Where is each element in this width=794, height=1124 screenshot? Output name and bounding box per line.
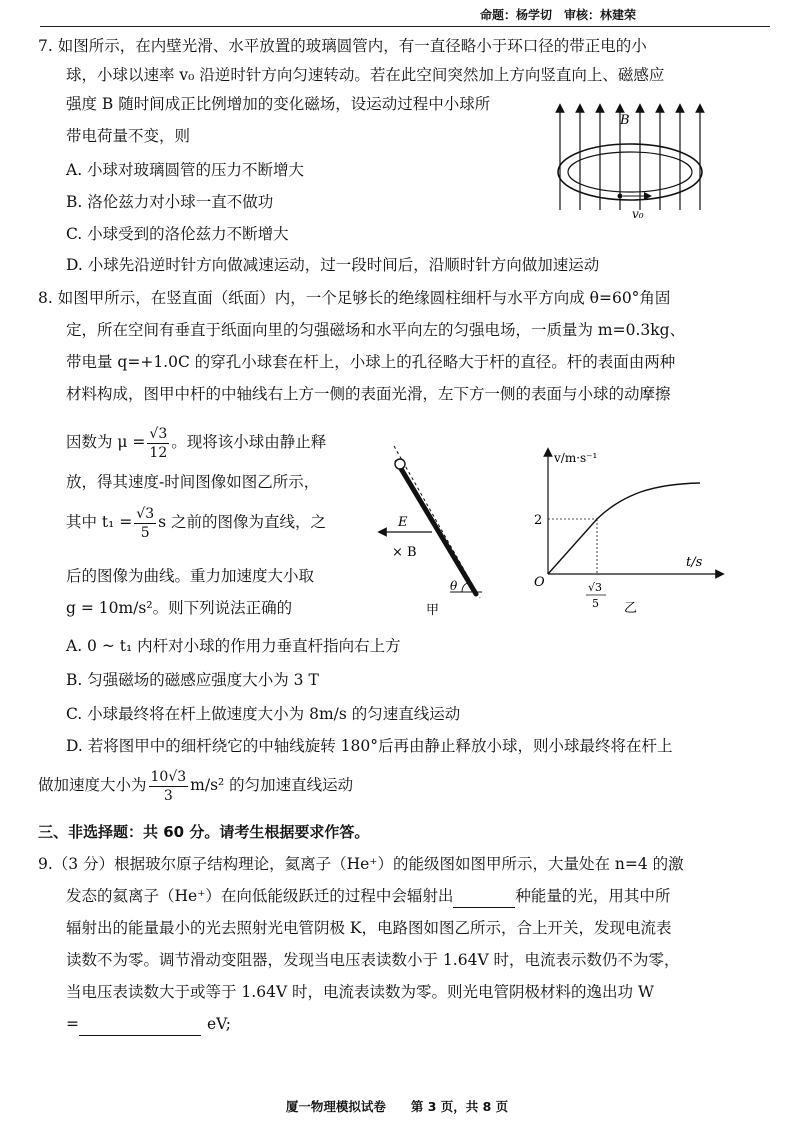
q7-line-4: 带电荷量不变，则 xyxy=(66,127,191,145)
q8-vt-graph xyxy=(528,446,728,618)
q7-line-2: 球，小球以速率 v₀ 沿逆时针方向匀速转动。若在此空间突然加上方向竖直向上、磁感应 xyxy=(66,66,665,84)
q7-fig-b-label: B xyxy=(620,113,630,128)
q7-option-a: A. 小球对玻璃圆管的压力不断增大 xyxy=(66,161,305,179)
t-axis-label: t/s xyxy=(686,555,703,570)
t1-suffix: s 之前的图像为直线，之 xyxy=(158,513,327,531)
origin-label: O xyxy=(534,575,545,590)
q9-line-6 xyxy=(66,1012,231,1036)
fig-b-caption: 乙 xyxy=(624,601,638,616)
q8-line-2: 定，所在空间有垂直于纸面向里的匀强磁场和水平向左的匀强电场，一质量为 m=0.3kg、 xyxy=(66,321,686,339)
theta-label: θ xyxy=(450,579,458,593)
q7-option-c: C. 小球受到的洛伦兹力不断增大 xyxy=(66,225,289,243)
q7-line-3: 强度 B 随时间成正比例增加的变化磁场，设运动过程中小球所 xyxy=(66,95,491,113)
t1-numerator: √3 xyxy=(136,505,155,522)
q8-line-8: 后的图像为曲线。重力加速度大小取 xyxy=(66,567,315,585)
q8-option-d-cont xyxy=(38,762,353,808)
q8-line-9: g = 10m/s²。则下列说法正确的 xyxy=(66,599,293,617)
q8-option-d: D. 若将图甲中的细杆绕它的中轴线旋转 180°后再由静止释放小球，则小球最终将在杆上 xyxy=(66,737,673,755)
section-3-title: 三、非选择题：共 60 分。请考生根据要求作答。 xyxy=(38,823,370,841)
page-footer: 厦一物理模拟试卷 第 3 页，共 8 页 xyxy=(285,1099,509,1114)
t1-denominator: 5 xyxy=(140,524,150,541)
d2-numerator: 10√3 xyxy=(150,768,187,785)
q7-ring-figure xyxy=(548,100,718,230)
ring-inner xyxy=(568,152,692,192)
q9-answer-blank-2[interactable] xyxy=(79,1015,201,1036)
rod-ball xyxy=(395,459,405,469)
q8-rod-figure xyxy=(370,442,500,618)
q8-line-3: 带电量 q=+1.0C 的穿孔小球套在杆上，小球上的孔径略大于杆的直径。杆的表面由两种 xyxy=(66,353,676,371)
q8-option-c: C. 小球最终将在杆上做速度大小为 8m/s 的匀速直线运动 xyxy=(66,705,461,723)
q9-answer-blank-1[interactable] xyxy=(453,887,515,908)
q9-line-1: 9.（3 分）根据玻尔原子结构理论，氦离子（He⁺）的能级图如图甲所示，大量处在 n=4 的激 xyxy=(38,855,684,873)
x-tick-numerator: √3 xyxy=(588,581,603,594)
d2-prefix: 做加速度大小为 xyxy=(38,776,147,794)
v-axis-label: v/m·s⁻¹ xyxy=(554,451,598,465)
mu-denominator: 12 xyxy=(149,444,168,461)
q8-line-6: 放，得其速度-时间图像如图乙所示， xyxy=(66,473,320,491)
ball xyxy=(618,194,623,199)
x-tick-denominator: 5 xyxy=(592,597,599,610)
q9-l2-suffix: 种能量的光，用其中所 xyxy=(515,887,671,905)
q9-line-2 xyxy=(66,884,670,908)
q7-option-b: B. 洛伦兹力对小球一直不做功 xyxy=(66,193,274,211)
q8-line-5 xyxy=(66,420,326,464)
angle-arc xyxy=(462,583,467,592)
q8-option-a: A. 0 ~ t₁ 内杆对小球的作用力垂直杆指向右上方 xyxy=(66,637,401,655)
d2-fraction xyxy=(149,768,189,805)
q7-option-d: D. 小球先沿逆时针方向做减速运动，过一段时间后，沿顺时针方向做加速运动 xyxy=(66,256,600,274)
q9-l6-suffix: eV; xyxy=(207,1015,232,1033)
q7-fig-v0-label: v₀ xyxy=(632,207,644,221)
q7-line-1: 7. 如图所示，在内壁光滑、水平放置的玻璃圆管内，有一直径略小于环口径的带正电的小 xyxy=(38,37,647,55)
fig-a-caption: 甲 xyxy=(426,603,440,618)
q9-l2-prefix: 发态的氦离子（He⁺）在向低能级跃迁的过程中会辐射出 xyxy=(66,887,454,905)
mu-suffix: 。现将该小球由静止释 xyxy=(171,433,327,451)
field-lines xyxy=(560,108,700,210)
q8-option-b: B. 匀强磁场的磁感应强度大小为 3 T xyxy=(66,671,319,689)
page-header: 命题：杨学切 审核：林建荣 xyxy=(480,8,637,22)
t1-fraction xyxy=(134,505,156,542)
q9-line-3: 辐射出的能量最小的光去照射光电管阴极 K，电路图如图乙所示，合上开关，发现电流表 xyxy=(66,919,672,937)
e-label: E xyxy=(398,515,408,530)
q9-l6-prefix: = xyxy=(66,1015,79,1033)
header-rule xyxy=(40,26,770,27)
d2-suffix: m/s² 的匀加速直线运动 xyxy=(190,776,354,794)
mu-fraction xyxy=(147,425,169,462)
t1-prefix: 其中 t₁ = xyxy=(66,513,133,531)
vt-curve xyxy=(548,483,700,574)
y-tick-2: 2 xyxy=(534,513,543,528)
q9-line-5: 当电压表读数大于或等于 1.64V 时，电流表读数为零。则光电管阴极材料的逸出功 W xyxy=(66,983,654,1001)
rod xyxy=(397,462,476,594)
q8-line-4: 材料构成，图甲中杆的中轴线右上方一侧的表面光滑，左下方一侧的表面与小球的动摩擦 xyxy=(66,385,671,403)
q9-line-4: 读数不为零。调节滑动变阻器，发现当电压表读数小于 1.64V 时，电流表示数仍不为零， xyxy=(66,951,680,969)
mu-prefix: 因数为 μ = xyxy=(66,433,146,451)
b-label: × B xyxy=(392,545,417,560)
q8-line-7 xyxy=(66,500,326,544)
mu-numerator: √3 xyxy=(149,425,168,442)
q8-line-1: 8. 如图甲所示，在竖直面（纸面）内，一个足够长的绝缘圆柱细杆与水平方向成 θ=60°角固 xyxy=(38,289,671,307)
d2-denominator: 3 xyxy=(163,787,173,804)
